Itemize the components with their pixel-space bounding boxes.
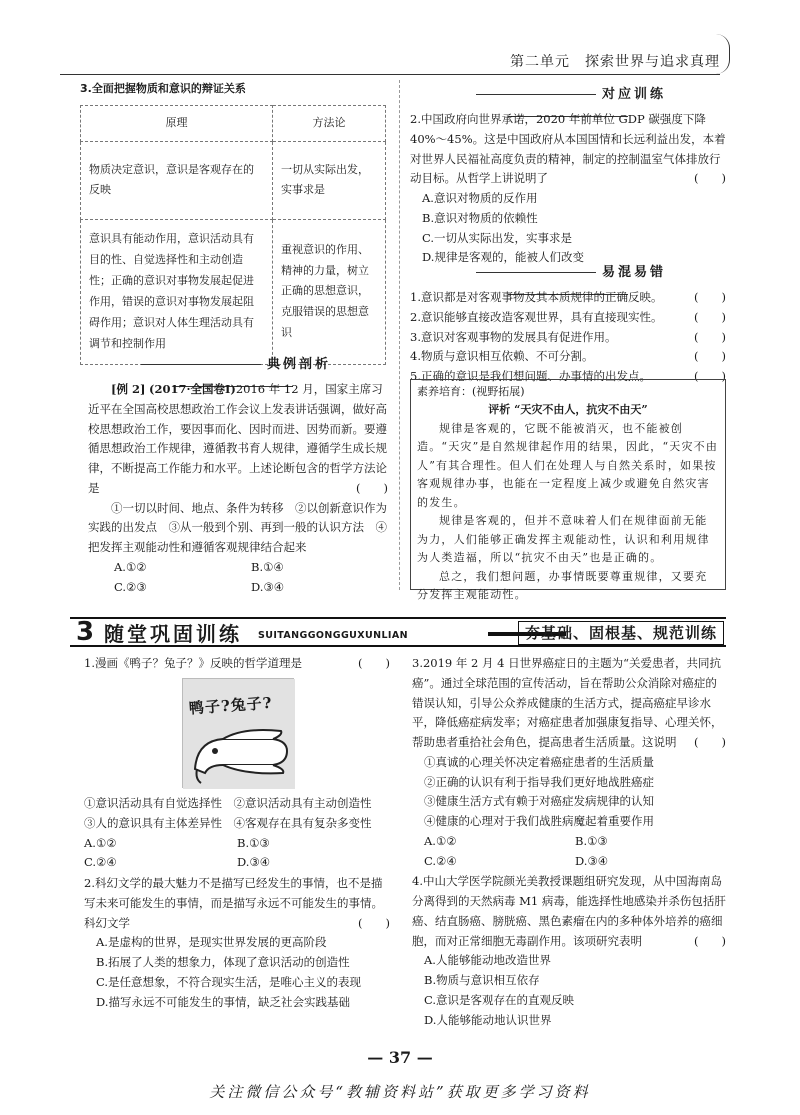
section-banner-title: 随堂巩固训练 (104, 622, 242, 646)
exercise-q1-stem: 1.漫画《鸭子？兔子？》反映的哲学道理是 (84, 656, 302, 670)
table-header-principle: 原理 (81, 105, 273, 141)
literacy-para-3: 总之，我们想问题，办事情既要尊重规律，又要充分发挥主观能动性。 (417, 569, 708, 602)
example-options-row2 (88, 578, 388, 598)
example-option-a[interactable]: A.①② (114, 559, 147, 574)
exercise-q2-option-c[interactable]: C.是任意想象，不符合现实生活，是唯心主义的表现 (96, 974, 362, 989)
table-header-method: 方法论 (273, 105, 386, 141)
exercise-q3-stem: 3.2019 年 2 月 4 日世界癌症日的主题为“关爱患者，共同抗癌”。通过全球范围的宣传活动，旨在帮助公众消除对癌症的错误认知，引导公众养成健康的生活方式，提高癌症早诊水平，降低癌症病发率；对癌症患者加强康复指导、心理关怀，帮助患者重拾社会角色，提高患者生活质量。这说明 (412, 656, 723, 750)
table-cell-principle-1: 物质决定意识，意识是客观存在的反映 (81, 141, 273, 219)
example-options (88, 558, 388, 578)
example-question (88, 380, 388, 597)
exercise-q2-stem: 2.科幻文学的最大魅力不是描写已经发生的事情，也不是描写未来可能发生的事情，而是描写永远不可能发生的事情。科幻文学 (84, 876, 383, 930)
literacy-para-2: 规律是客观的，但并不意味着人们在规律面前无能为力，人们能够正确发挥主观能动性，认识和利用规律为人类造福，所以“抗灾不由天”也是正确的。 (417, 514, 710, 565)
example-banner-label: 典例剖析 (266, 357, 331, 372)
exercise-q3-paren: ( ) (694, 735, 726, 750)
literacy-para-1: 规律是客观的，它既不能被消灭，也不能被创造。“天灾”是自然规律起作用的结果，因此，“天灾不由人”有其合理性。但人们在处理人与自然关系时，如果按客观规律办事，也能在一定程度上减少或避免自然灾害的发生。 (417, 421, 719, 509)
practice-q2-option-d[interactable]: D.规律是客观的，能被人们改变 (422, 250, 584, 265)
exercise-q4-stem: 4.中山大学医学院颜光美教授课题组研究发现，从中国海南岛分离得到的天然病毒 M1 病毒，能选择性地感染并杀伤包括肝癌、结直肠癌、膀胱癌、黑色素瘤在内的多种体外培养的癌细胞，而对正常细胞无毒副作用。该项研究表明 (412, 874, 726, 948)
confuse-list (410, 288, 726, 387)
exercise-q4-option-d[interactable]: D.人能够能动地认识世界 (424, 1012, 552, 1027)
exercise-q3-options-row2 (412, 852, 726, 872)
exercise-q1-items: ①意识活动具有自觉选择性 ②意识活动具有主动创造性 ③人的意识具有主体差异性 ④客观存在具有复杂多变性 (84, 796, 383, 830)
exercise-q3-item-3: ③健康生活方式有赖于对癌症发病规律的认知 (424, 794, 654, 809)
example-source: (2017·全国卷Ⅰ) (149, 382, 236, 396)
practice-q2-option-a[interactable]: A.意识对物质的反作用 (422, 191, 538, 206)
exercise-q1-options-row2 (84, 853, 390, 873)
header-ornament (716, 34, 730, 74)
section-banner-slogan: 夯基础、固根基、规范训练 (518, 621, 724, 645)
practice-q2-option-b[interactable]: B.意识对物质的依赖性 (422, 210, 538, 225)
example-label: [例 2] (111, 382, 146, 396)
practice-q2-paren: ( ) (694, 171, 726, 186)
confuse-item-3: 3.意识对客观事物的发展具有促进作用。 ( ) (410, 329, 726, 344)
exercise-q1-option-d[interactable]: D.③④ (237, 855, 271, 870)
exercise-q1-body (84, 794, 390, 1012)
exercise-q4-option-c[interactable]: C.意识是客观存在的直观反映 (424, 993, 575, 1008)
page-number: — 37 — (367, 1048, 433, 1067)
confuse-item-5: 5.正确的意识是我们想问题、办事情的出发点。 ( ) (410, 369, 726, 384)
column-divider (399, 80, 400, 590)
table-cell-principle-2: 意识具有能动作用，意识活动具有目的性、自觉选择性和主动创造性；正确的意识对事物发展起促进作用，错误的意识对事物发展起阻碍作用；意识对人体生理活动具有调节和控制作用 (81, 219, 273, 364)
duck-rabbit-cartoon (182, 678, 294, 788)
literacy-box (410, 379, 726, 602)
example-items: ①一切以时间、地点、条件为转移 ②以创新意识作为实践的出发点 ③从一般到个别、再到一般的认识方法 ④把发挥主观能动性和遵循客观规律结合起来 (88, 500, 387, 555)
exercise-q1-options (84, 834, 390, 854)
cartoon-caption: 鸭子?兔子? (188, 693, 274, 718)
table-cell-method-1: 一切从实际出发，实事求是 (273, 141, 386, 219)
table-cell-method-2: 重视意识的作用、精神的力量，树立正确的思想意识，克服错误的思想意识 (273, 219, 386, 364)
exercise-q3-option-c[interactable]: C.②④ (424, 853, 457, 868)
practice-q2-stem: 2.中国政府向世界承诺，2020 年前单位 GDP 碳强度下降 40%～45%。这是中国政府从本国国情和长远利益出发，本着对世界人民福祉高度负责的精神，制定的控制温室气体排放行动目标。从哲学上讲说明了 (410, 112, 726, 186)
confuse-item-2: 2.意识能够直接改造客观世界，具有直接现实性。 ( ) (410, 309, 726, 324)
confuse-item-1: 1.意识都是对客观事物及其本质规律的正确反映。 ( ) (410, 290, 726, 304)
confuse-item-4: 4.物质与意识相互依赖、不可分割。 ( ) (410, 349, 726, 364)
unit-header: 第二单元 探索世界与追求真理 (510, 54, 720, 70)
practice-question-2 (410, 110, 726, 268)
exercise-q3-option-b[interactable]: B.①③ (575, 833, 608, 848)
literacy-label: 素养培育：(视野拓展) (417, 385, 525, 398)
exercise-q4-paren: ( ) (694, 933, 726, 948)
exercise-q2-option-b[interactable]: B.拓展了人类的想象力，体现了意识活动的创造性 (96, 955, 350, 970)
exercise-q1-option-b[interactable]: B.①③ (237, 835, 270, 850)
exercise-q3-option-d[interactable]: D.③④ (575, 853, 609, 868)
practice-banner-label: 对应训练 (601, 87, 666, 102)
exercise-q3-item-2: ②正确的认识有利于指导我们更好地战胜癌症 (424, 774, 654, 789)
practice-q2-option-c[interactable]: C.一切从实际出发，实事求是 (422, 230, 573, 245)
exercise-q1-paren: ( ) (358, 656, 390, 670)
section-3-title: 3.全面把握物质和意识的辩证关系 (80, 82, 246, 95)
literacy-title: 评析 “天灾不由人，抗灾不由天” (488, 403, 648, 417)
example-option-d[interactable]: D.③④ (251, 579, 285, 594)
dialectic-table (80, 105, 386, 365)
header-rule (60, 74, 720, 75)
exercise-q3-options (412, 832, 726, 852)
confuse-banner-label: 易混易错 (601, 265, 666, 280)
exercise-q1 (84, 654, 390, 674)
exercise-q2-option-a[interactable]: A.是虚构的世界，是现实世界发展的更高阶段 (96, 935, 327, 950)
footer-note: 关注微信公众号“教辅资料站”获取更多学习资料 (209, 1083, 591, 1101)
section-banner (70, 617, 726, 647)
example-option-b[interactable]: B.①④ (251, 559, 284, 574)
example-option-c[interactable]: C.②③ (114, 579, 147, 594)
exercise-q3-option-a[interactable]: A.①② (424, 833, 457, 848)
exercise-q4-option-a[interactable]: A.人能够能动地改造世界 (424, 953, 551, 968)
exercise-q2-paren: ( ) (358, 915, 390, 930)
example-paren: ( ) (356, 480, 388, 495)
section-banner-pinyin: SUITANGGONGGUXUNLIAN (258, 630, 408, 641)
exercise-q3-item-1: ①真诚的心理关怀决定着癌症患者的生活质量 (424, 754, 654, 769)
exercise-q1-option-c[interactable]: C.②④ (84, 855, 117, 870)
section-3 (80, 80, 390, 365)
exercise-q1-option-a[interactable]: A.①② (84, 835, 117, 850)
exercise-q4-option-b[interactable]: B.物质与意识相互依存 (424, 973, 540, 988)
exercise-q3-item-4: ④健康的心理对于我们战胜病魔起着重要作用 (424, 814, 654, 829)
section-banner-number: 3 (76, 617, 95, 647)
exercise-q2-option-d[interactable]: D.描写永远不可能发生的事情，缺乏社会实践基础 (96, 994, 350, 1009)
example-stem: 2016 年 12 月，国家主席习近平在全国高校思想政治工作会议上发表讲话强调，做好高校思想政治工作，要因事而化、因时而进、因势而新。要遵循思想政治工作规律，遵循教书育人规律，遵循学生成长规律，不断提高工作能力和水平。上述论断包含的哲学方法论是 (88, 382, 387, 495)
exercise-q3 (412, 654, 726, 1031)
